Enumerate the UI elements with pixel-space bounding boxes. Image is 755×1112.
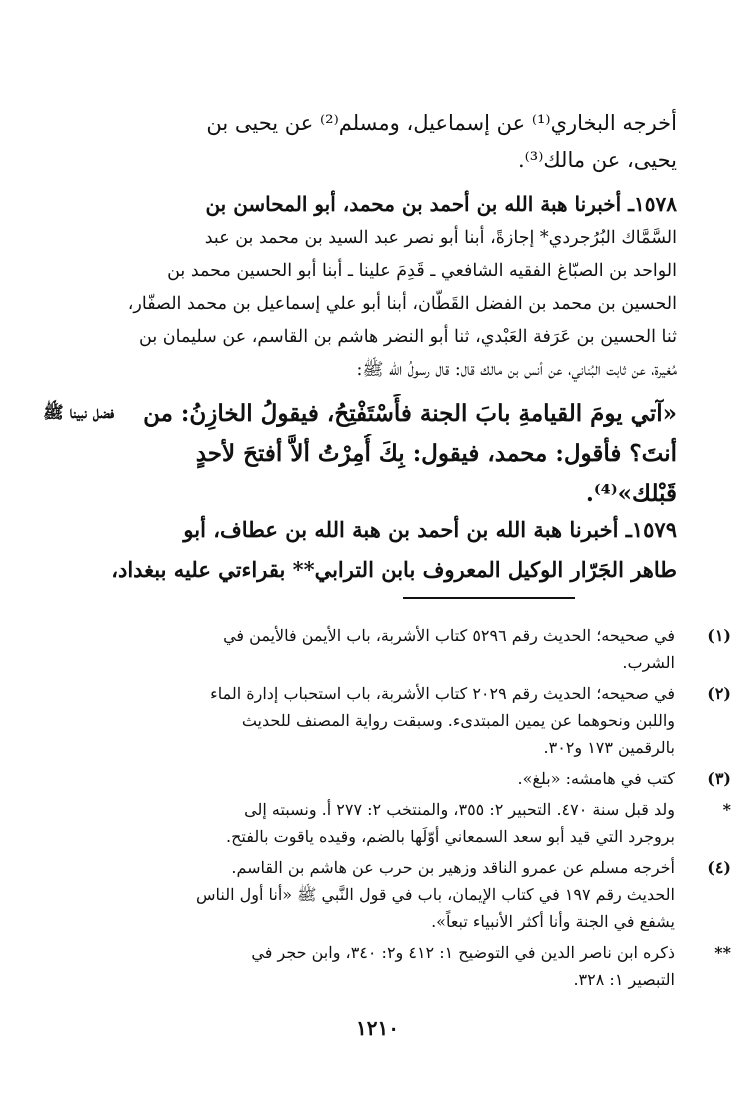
footnote-number: (٣) [707, 769, 731, 788]
footnote-line: يشفع في الجنة وأنا أكثر الأنبياء تبعاً». [431, 912, 675, 931]
text-line: ثنا الحسين بن عَرَفة العَبْدي، ثنا أبو النضر هاشم بن القاسم، عن سليمان بن [139, 327, 677, 347]
page-number: ١٢١٠ [356, 1016, 399, 1040]
footnote-number: * [722, 800, 731, 819]
paragraph-attribution [65, 105, 677, 179]
text-line: الواحد بن الصبّاغ الفقيه الشافعي ـ قَدِمَ علينا ـ أبنا أبو الحسين محمد بن [167, 261, 677, 281]
text-line: يحيى، عن مالك⁽³⁾. [517, 148, 677, 172]
footnote-separator [403, 597, 575, 599]
paragraph-isnad-1578 [65, 186, 677, 387]
footnote-number: (٢) [707, 684, 731, 703]
footnotes [67, 622, 731, 997]
footnote-line: في صحيحه؛ الحديث رقم ٢٠٢٩ كتاب الأشربة، باب استحباب إدارة الماء [210, 684, 675, 703]
paragraph-isnad-1579 [65, 510, 677, 590]
footnote [67, 796, 731, 850]
text-line: أنتَ؟ فأقول: محمد، فيقول: بِكَ أُمِرْتُ ألاَّ أفتحَ لأحدٍ [195, 440, 677, 467]
footnote-line: في صحيحه؛ الحديث رقم ٥٢٩٦ كتاب الأشربة، باب الأيمن فالأيمن في [223, 626, 675, 645]
footnote [67, 680, 731, 761]
text-line: مُغيرة، عن ثابت البُناني، عن أنس بن مالك قال: قال رسولُ الله ﷺ: [356, 360, 677, 380]
footnote-line: ذكره ابن ناصر الدين في التوضيح ١: ٤١٢ و٢: ٣٤٠، وابن حجر في [251, 943, 675, 962]
footnote [67, 765, 731, 792]
footnote-line: واللبن ونحوهما عن يمين المبتدىء. وسبقت رواية المصنف للحديث [241, 711, 675, 730]
footnote-line: الحديث رقم ١٩٧ في كتاب الإيمان، باب في قول النَّبي ﷺ «أنا أول الناس [195, 885, 675, 904]
footnote-line: كتب في هامشه: «بلغ». [517, 769, 675, 788]
text-line: طاهر الجَرّار الوكيل المعروف بابن الترابي** بقراءتي عليه ببغداد، [111, 557, 677, 582]
text-line: السَّمَّاك البُرُجردي* إجازةً، أبنا أبو نصر عبد السيد بن محمد بن عبد [204, 228, 677, 248]
text-line: أخرجه البخاري⁽¹⁾ عن إسماعيل، ومسلم⁽²⁾ عن يحيى بن [206, 111, 677, 135]
footnote-line: ولد قبل سنة ٤٧٠. التحبير ٢: ٣٥٥، والمنتخب ٢: ٢٧٧ أ. ونسبته إلى [244, 800, 675, 819]
text-line: ١٥٧٩ـ أخبرنا هبة الله بن أحمد بن هبة الله بن عطاف، أبو [183, 517, 677, 542]
text-line: «آتي يومَ القيامةِ بابَ الجنة فأَسْتَفْتِحُ، فيقولُ الخازِنُ: من [143, 400, 677, 427]
footnote-number: ** [714, 943, 731, 962]
text-line: ١٥٧٨ـ أخبرنا هبة الله بن أحمد بن محمد، أبو المحاسن بن [205, 192, 677, 216]
footnote-line: أخرجه مسلم عن عمرو الناقد وزهير بن حرب عن هاشم بن القاسم. [231, 858, 675, 877]
footnote-line: بروجرد التي قيد أبو سعد السمعاني أوّلَها بالضم، وقيده ياقوت بالفتح. [226, 827, 675, 846]
footnote-line: الشرب. [622, 653, 675, 672]
footnote-line: التبصير ١: ٣٢٨. [573, 970, 675, 989]
footnote [67, 854, 731, 935]
hadith-text [65, 394, 677, 514]
margin-topic-note: فضل نبينا ﷺ [43, 403, 114, 423]
footnote-line: بالرقمين ١٧٣ و٣٠٢. [543, 738, 675, 757]
footnote [67, 622, 731, 676]
footnote [67, 939, 731, 993]
text-line: الحسين بن محمد بن الفضل القَطّان، أبنا أبو علي إسماعيل بن محمد الصفّار، [127, 294, 677, 314]
text-line: قَبْلك»⁽⁴⁾. [585, 480, 677, 507]
footnote-number: (١) [707, 626, 731, 645]
footnote-number: (٤) [707, 858, 731, 877]
